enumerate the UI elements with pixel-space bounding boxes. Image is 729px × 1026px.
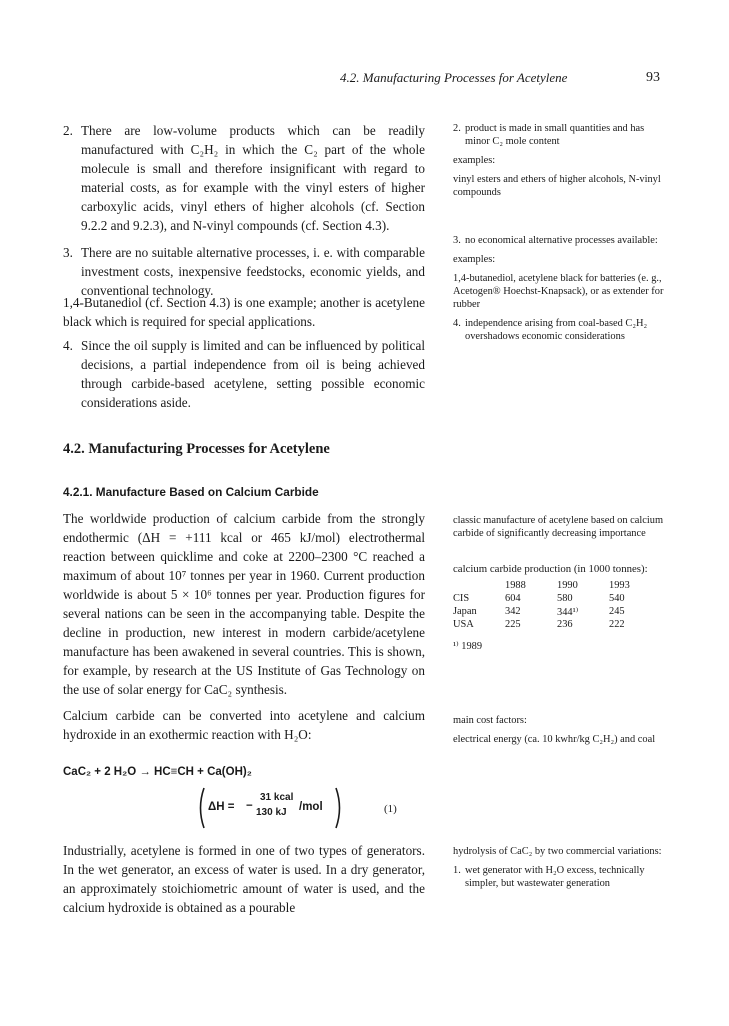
cost-factors-text: electrical energy (ca. 10 kwhr/kg C₂H₂) and coal [453,734,656,745]
margin-note-text: no economical alternative processes available: [465,235,658,246]
list-item-number: 3. [63,245,73,260]
production-paragraph: The worldwide production of calcium carbide from the strongly endothermic (ΔH = +111 kcal or 465 kJ/mol) electrothermal reaction between quicklime and coke at 2200–2300 °C reached a maximum of about 10⁷ tonnes per year in 1960. Current production worldwide is about 5 × 10⁶ tonnes per year. Production figures for several nations can be seen in the accompanying table. Despite the decline in production, new interest in modern carbide/acetylene manufacture has been awakened in several countries. This is shown, for example, by research at the US Institute of Gas Technology on the use of solar energy for CaC₂ synthesis. [63,511,425,697]
list-item-text: There are low-volume products which can be readily manufactured with C₂H₂ in which the C₂ part of the whole molecule is small and therefore insignificant with regard to material costs, as for example with the vinyl esters of higher carboxylic acids, vinyl ethers of higher alcohols (cf. Section 9.2.2 and 9.2.3), and N-vinyl compounds (cf. Section 4.3). [81,123,425,233]
table-header-cell: 1988 [505,580,526,591]
list-item-text: Since the oil supply is limited and can be influenced by political decisions, a partial independence from oil is being achieved through carbide-based acetylene, setting possible economic considerations aside. [81,338,425,410]
table-row [453,605,649,618]
enthalpy-expression [196,786,346,832]
table-cell: 580 [557,593,573,604]
table-cell: 342 [505,606,521,617]
margin-note-4 [453,317,665,343]
conversion-paragraph: Calcium carbide can be converted into acetylene and calcium hydroxide in an exothermic reaction with H₂O: [63,708,425,742]
table-cell: 245 [609,606,625,617]
table-row [453,592,649,605]
table-cell: 222 [609,619,625,630]
margin-note-2 [453,122,665,148]
running-header [340,70,660,86]
list-item-2 [63,121,425,235]
table-cell: 225 [505,619,521,630]
cost-factors-note [453,714,663,752]
kj-denominator: 130 kJ [256,807,287,818]
generators-paragraph: Industrially, acetylene is formed in one of two types of generators. In the wet generator, an excess of water is used. In a dry generator, an approximately stoichiometric amount of water is used, and the calcium hydroxide is obtained as a pourable [63,843,425,915]
hydrolysis-note [453,845,665,890]
butanediol-paragraph: 1,4-Butanediol (cf. Section 4.3) is one example; another is acetylene black which is required for special applications. [63,295,425,329]
section-heading: 4.2. Manufacturing Processes for Acetylene [63,441,330,457]
margin-note-text: product is made in small quantities and has minor C₂ mole content [465,123,645,147]
table-header-cell: 1990 [557,580,578,591]
left-list-top [63,121,425,300]
margin-examples-text: vinyl esters and ethers of higher alcohols, N-vinyl compounds [453,174,661,198]
margin-note-text: wet generator with H₂O excess, technically simpler, but wastewater generation [465,865,645,889]
subsection-heading: 4.2.1. Manufacture Based on Calcium Carbide [63,485,319,499]
classic-manufacture-note: classic manufacture of acetylene based on calcium carbide of significantly decreasing importance [453,515,664,539]
margin-examples-text: 1,4-butanediol, acetylene black for batteries (e. g., Acetogen® Hoechst-Knapsack), or as extender for rubber [453,273,664,310]
table-cell: 540 [609,593,625,604]
table-row [453,618,649,631]
reaction-equation: CaC₂ + 2 H₂O → HC≡CH + Ca(OH)₂ [63,766,252,778]
table-cell: 604 [505,593,521,604]
hydrolysis-item-1 [453,864,665,890]
table-cell: 236 [557,619,573,630]
list-item-number: 2. [63,123,73,138]
cost-factors-label: main cost factors: [453,715,527,726]
margin-note-3 [453,234,665,247]
kcal-numerator: 31 kcal [260,792,294,803]
table-header-cell: 1993 [609,580,630,591]
right-paren-icon [334,786,344,830]
left-paren-icon [196,786,206,830]
per-mol-unit: /mol [299,801,323,813]
margin-note-number: 4. [453,318,461,329]
table-cell-country: Japan [453,606,477,617]
list-item-number: 4. [63,338,73,353]
table-cell-country: USA [453,619,474,630]
header-title: 4.2. Manufacturing Processes for Acetylene [340,70,568,85]
list-item-text: There are no suitable alternative processes, i. e. with comparable investment costs, inexpensive feedstocks, economic yields, and conventional technology. [81,245,425,298]
margin-notes-top [453,122,665,205]
table-cell: 344¹⁾ [557,606,579,618]
delta-h-label: ΔH = [208,801,235,813]
margin-examples-label: examples: [453,155,496,166]
minus-sign: − [246,800,253,812]
margin-note-number: 3. [453,235,461,246]
list-item-4 [63,336,425,412]
hydrolysis-label: hydrolysis of CaC₂ by two commercial variations: [453,846,662,857]
production-table [453,579,649,631]
margin-examples-label: examples: [453,254,496,265]
table-header-cell [453,579,505,592]
production-table-title: calcium carbide production (in 1000 tonnes): [453,563,648,575]
list-item-3 [63,243,425,300]
margin-note-number: 1. [453,865,461,876]
margin-notes-middle [453,234,665,343]
margin-note-number: 2. [453,123,461,134]
table-footnote: ¹⁾ 1989 [453,641,483,652]
equation-number: (1) [384,803,397,815]
table-cell-country: CIS [453,593,470,604]
page-number: 93 [646,70,660,85]
margin-note-text: independence arising from coal-based C₂H₂ overshadows economic considerations [465,318,648,342]
table-header-row [453,579,649,592]
